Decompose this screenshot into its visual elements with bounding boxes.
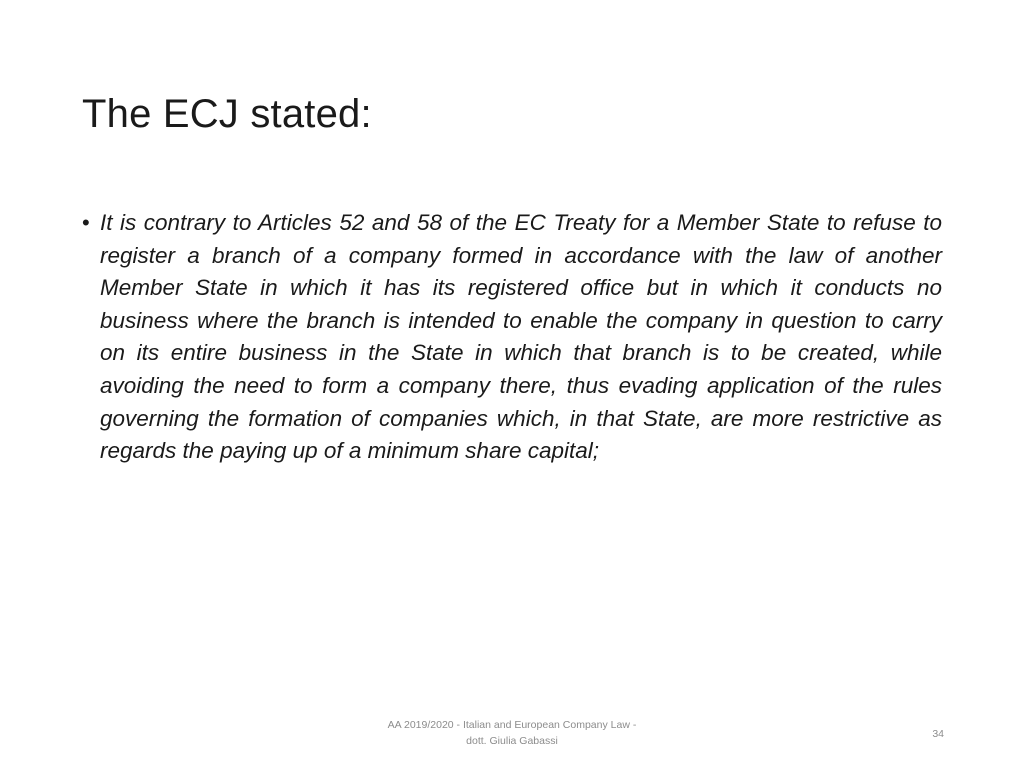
slide-body: [82, 207, 942, 468]
slide-title: The ECJ stated:: [82, 92, 372, 136]
footer-line-author: dott. Giulia Gabassi: [466, 735, 558, 747]
page-number: 34: [932, 728, 944, 740]
footer-line-course: AA 2019/2020 - Italian and European Company Law -: [387, 719, 637, 731]
bullet-text: It is contrary to Articles 52 and 58 of the EC Treaty for a Member State to refuse to register a branch of a company formed in accordance with the law of another Member State in which it has its registered office but in which it conducts no business where the branch is intended to enable the company in question to carry on its entire business in the State in which that branch is to be created, while avoiding the need to form a company there, thus evading application of the rules governing the formation of companies which, in that State, are more restrictive as regards the paying up of a minimum share capital;: [100, 210, 942, 464]
bullet-item: [82, 207, 942, 468]
footer-text: [362, 717, 662, 749]
bullet-icon: •: [82, 210, 90, 235]
